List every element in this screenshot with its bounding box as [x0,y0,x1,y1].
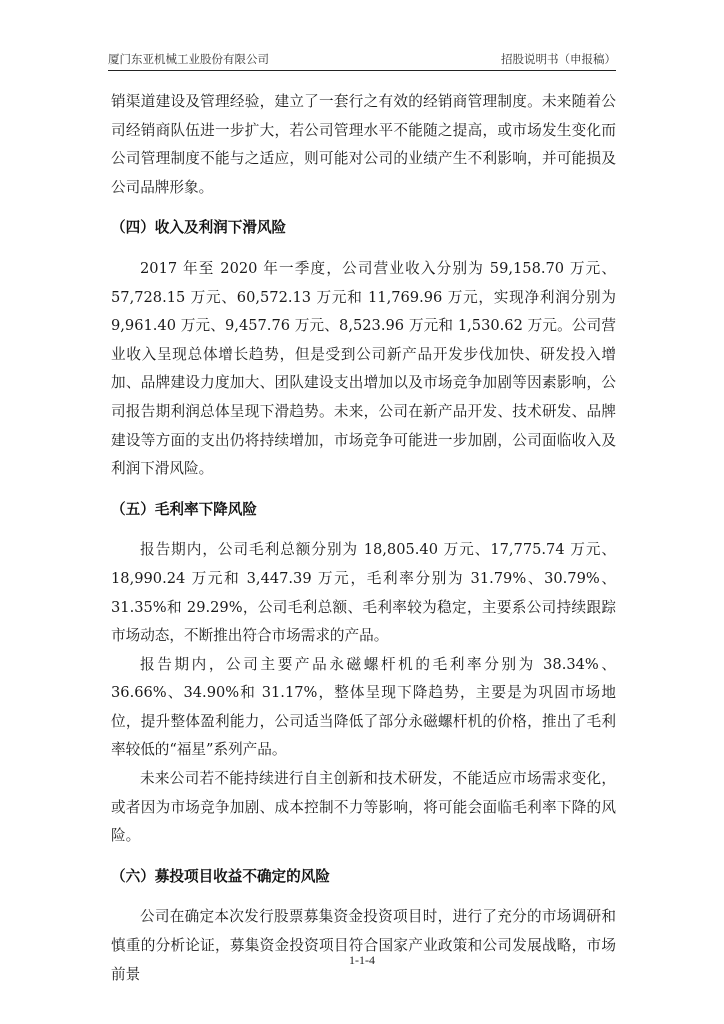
section-heading-gross-margin-risk: （五）毛利率下降风险 [111,500,257,518]
paragraph-fundraising-project-risk: 公司在确定本次发行股票募集资金投资项目时，进行了充分的市场调研和慎重的分析论证，募集资金投资项目符合国家产业政策和公司发展战略，市场前景 [111,908,616,983]
paragraph-gross-margin-outlook: 未来公司若不能持续进行自主创新和技术研发，不能适应市场需求变化，或者因为市场竞争加剧、成本控制不力等影响，将可能会面临毛利率下降的风险。 [111,770,616,845]
paragraph-gross-margin-main-product: 报告期内，公司主要产品永磁螺杆机的毛利率分别为 38.34%、36.66%、34.90%和 31.17%，整体呈现下降趋势，主要是为巩固市场地位，提升整体盈利能力，公司适当降低了部分永磁螺杆机的价格，推出了毛利率较低的“福星”系列产品。 [111,655,616,759]
page-number: 1-1-4 [349,953,375,967]
document-body [111,88,616,989]
header-company-name: 厦门东亚机械工业股份有限公司 [108,52,269,66]
paragraph-revenue-profit-risk: 2017 年至 2020 年一季度，公司营业收入分别为 59,158.70 万元、57,728.15 万元、60,572.13 万元和 11,769.96 万元，实现净利润分别为 9,961.40 万元、9,457.76 万元、8,523.96 万元和 1,530.62 万元。公司营业收入呈现总体增长趋势，但是受到公司新产品开发步伐加快、研发投入增加、品牌建设力度加大、团队建设支出增加以及市场竞争加剧等因素影响，公司报告期利润总体呈现下滑趋势。未来，公司在新产品开发、技术研发、品牌建设等方面的支出仍将持续增加，市场竞争可能进一步加剧，公司面临收入及利润下滑风险。 [111,259,616,478]
page-header [108,48,616,71]
section-heading-fundraising-project-risk: （六）募投项目收益不确定的风险 [111,867,330,885]
paragraph-gross-margin-overview: 报告期内，公司毛利总额分别为 18,805.40 万元、17,775.74 万元、18,990.24 万元和 3,447.39 万元，毛利率分别为 31.79%、30.79%、31.35%和 29.29%，公司毛利总额、毛利率较为稳定，主要系公司持续跟踪市场动态，不断推出符合市场需求的产品。 [111,541,616,645]
paragraph-continued: 销渠道建设及管理经验，建立了一套行之有效的经销商管理制度。未来随着公司经销商队伍进一步扩大，若公司管理水平不能随之提高，或市场发生变化而公司管理制度不能与之适应，则可能对公司的业绩产生不利影响，并可能损及公司品牌形象。 [111,93,616,196]
header-document-title: 招股说明书（申报稿） [501,52,616,66]
section-heading-revenue-profit-risk: （四）收入及利润下滑风险 [111,219,287,237]
